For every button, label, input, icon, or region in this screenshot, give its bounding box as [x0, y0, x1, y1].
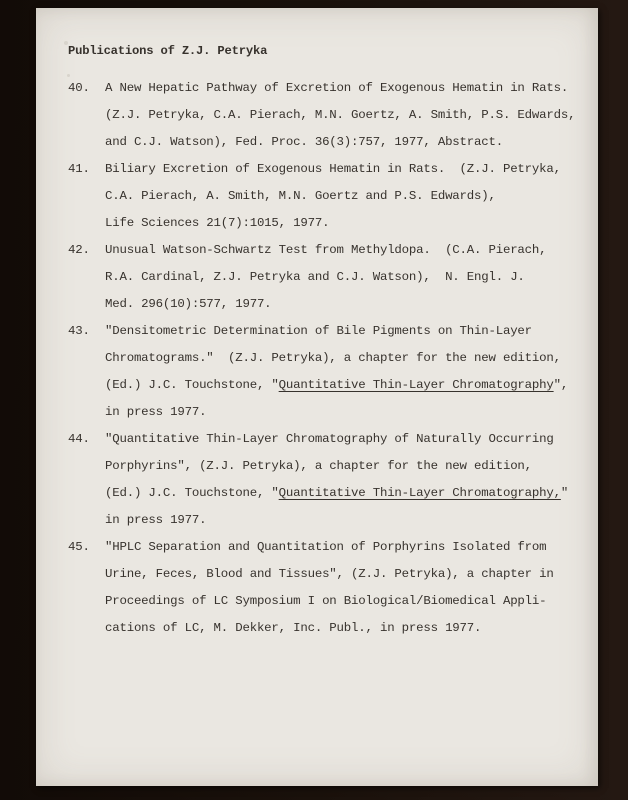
underlined-text: Quantitative Thin-Layer Chromatography,: [278, 486, 561, 500]
publications-list: [68, 75, 584, 642]
entry-text: Med. 296(10):577, 1977.: [105, 297, 272, 311]
entry-lines: [105, 75, 584, 156]
entry-number: 42.: [68, 243, 90, 257]
entry-line: [105, 318, 584, 345]
entry-number: 40.: [68, 81, 90, 95]
entry-lines: [105, 426, 584, 534]
entry-text: (Ed.) J.C. Touchstone, ": [105, 378, 279, 392]
entry-text: "Densitometric Determination of Bile Pigments on Thin-Layer: [105, 324, 532, 338]
entry-lines: [105, 534, 584, 642]
entry-text: Unusual Watson-Schwartz Test from Methyldopa. (C.A. Pierach,: [105, 243, 547, 257]
entry-line: [105, 210, 584, 237]
entry-line: [105, 588, 584, 615]
entry-line: [105, 264, 584, 291]
document-content: [68, 44, 584, 642]
publication-entry: [68, 426, 584, 534]
entry-line: [105, 426, 584, 453]
entry-text: Urine, Feces, Blood and Tissues", (Z.J. Petryka), a chapter in: [105, 567, 554, 581]
entry-text: "Quantitative Thin-Layer Chromatography of Naturally Occurring: [105, 432, 554, 446]
entry-line: [105, 615, 584, 642]
underlined-text: Quantitative Thin-Layer Chromatography: [278, 378, 554, 392]
entry-number: 44.: [68, 432, 90, 446]
entry-lines: [105, 318, 584, 426]
publication-entry: [68, 534, 584, 642]
entry-text: A New Hepatic Pathway of Excretion of Exogenous Hematin in Rats.: [105, 81, 569, 95]
publication-entry: [68, 237, 584, 318]
entry-line: [105, 507, 584, 534]
entry-text: Chromatograms." (Z.J. Petryka), a chapter for the new edition,: [105, 351, 561, 365]
page-title: Publications of Z.J. Petryka: [68, 44, 268, 58]
entry-text: Proceedings of LC Symposium I on Biological/Biomedical Appli-: [105, 594, 547, 608]
entry-line: [105, 480, 584, 507]
entry-text: Biliary Excretion of Exogenous Hematin in Rats. (Z.J. Petryka,: [105, 162, 561, 176]
entry-text: in press 1977.: [105, 513, 207, 527]
entry-text: (Z.J. Petryka, C.A. Pierach, M.N. Goertz, A. Smith, P.S. Edwards,: [105, 108, 576, 122]
entry-text: R.A. Cardinal, Z.J. Petryka and C.J. Watson), N. Engl. J.: [105, 270, 525, 284]
entry-line: [105, 237, 584, 264]
entry-text: cations of LC, M. Dekker, Inc. Publ., in press 1977.: [105, 621, 482, 635]
entry-number: 41.: [68, 162, 90, 176]
entry-text: C.A. Pierach, A. Smith, M.N. Goertz and P.S. Edwards),: [105, 189, 496, 203]
entry-line: [105, 399, 584, 426]
entry-number: 43.: [68, 324, 90, 338]
entry-lines: [105, 156, 584, 237]
entry-line: [105, 129, 584, 156]
entry-line: [105, 453, 584, 480]
entry-text: (Ed.) J.C. Touchstone, ": [105, 486, 279, 500]
entry-lines: [105, 237, 584, 318]
entry-line: [105, 156, 584, 183]
entry-line: [105, 183, 584, 210]
entry-text: and C.J. Watson), Fed. Proc. 36(3):757, 1977, Abstract.: [105, 135, 503, 149]
entry-number: 45.: [68, 540, 90, 554]
entry-line: [105, 75, 584, 102]
publication-entry: [68, 75, 584, 156]
entry-text: Life Sciences 21(7):1015, 1977.: [105, 216, 330, 230]
entry-line: [105, 291, 584, 318]
entry-text: "HPLC Separation and Quantitation of Porphyrins Isolated from: [105, 540, 547, 554]
entry-line: [105, 345, 584, 372]
publication-entry: [68, 318, 584, 426]
entry-line: [105, 561, 584, 588]
entry-text: ",: [553, 378, 569, 392]
publication-entry: [68, 156, 584, 237]
entry-text: Porphyrins", (Z.J. Petryka), a chapter for the new edition,: [105, 459, 532, 473]
entry-line: [105, 534, 584, 561]
document-page: [36, 8, 598, 786]
entry-line: [105, 372, 584, 399]
entry-text: ": [560, 486, 569, 500]
entry-text: in press 1977.: [105, 405, 207, 419]
entry-line: [105, 102, 584, 129]
